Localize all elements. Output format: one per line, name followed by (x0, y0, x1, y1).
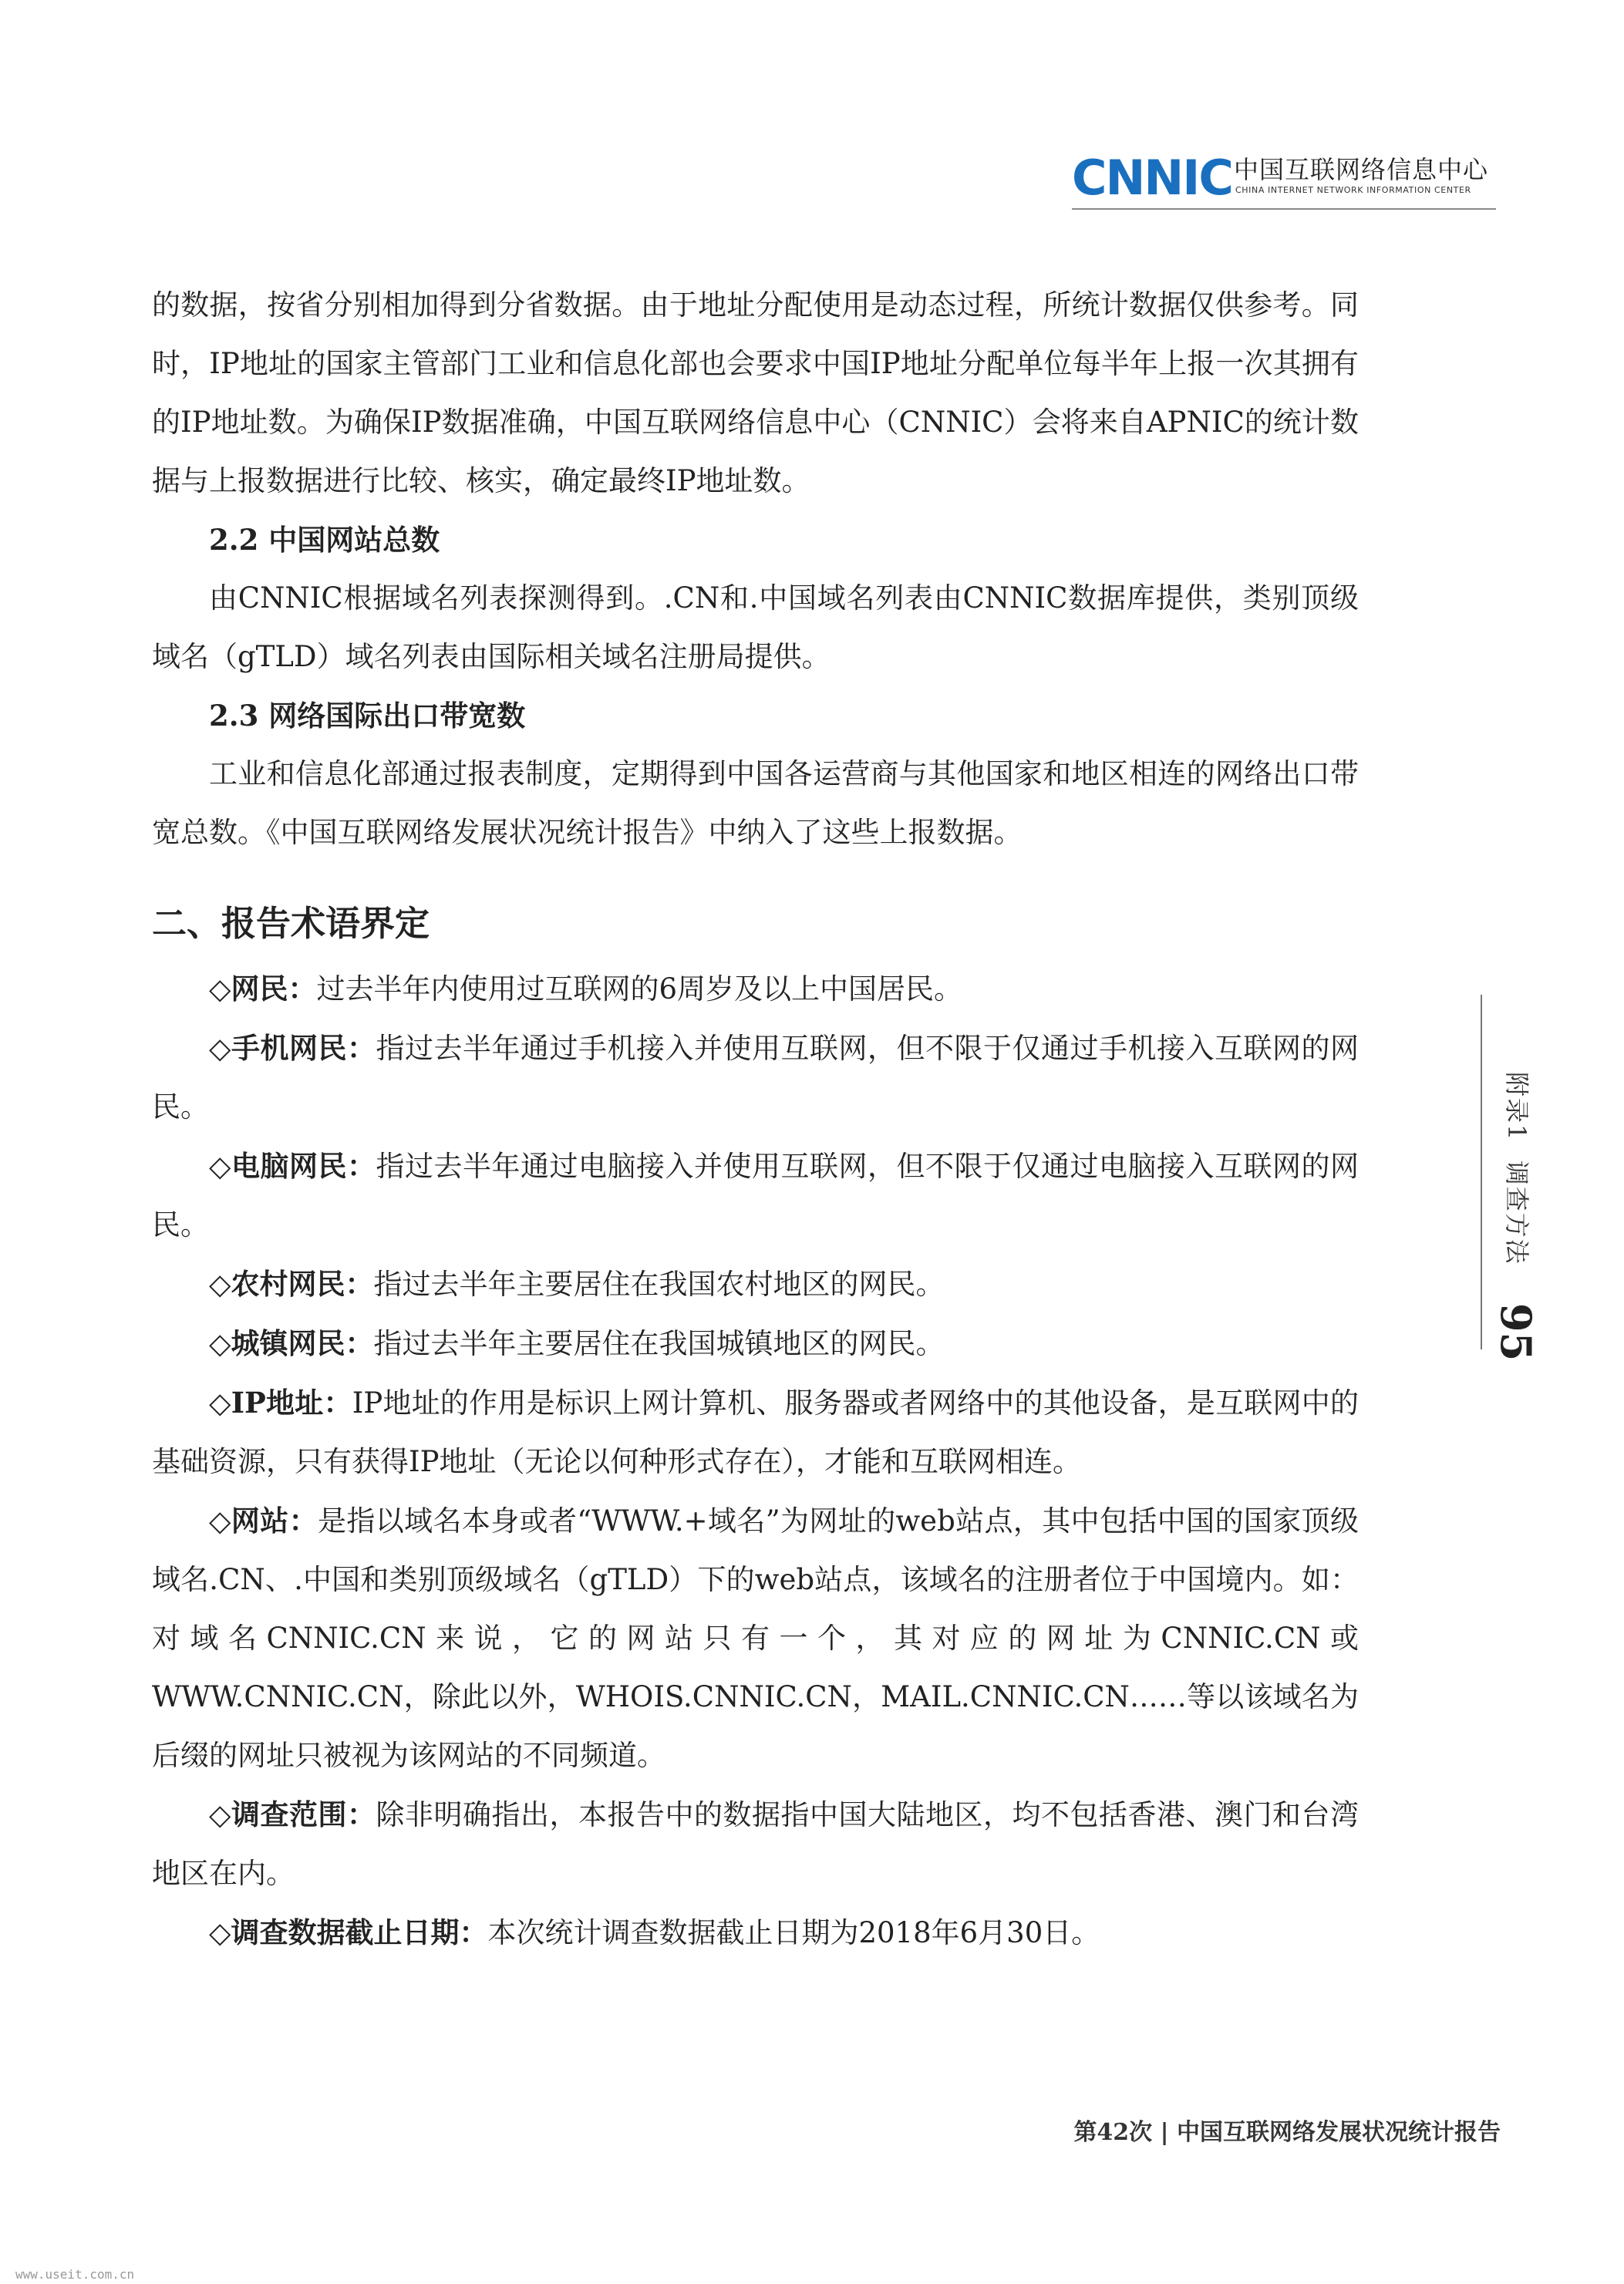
term-label: 农村网民： (231, 1267, 374, 1301)
term-definition: IP地址的作用是标识上网计算机、服务器或者网络中的其他设备，是互联网中的基础资源，只有获得IP地址（无论以何种形式存在），才能和互联网相连。 (152, 1386, 1359, 1478)
side-label (1501, 1072, 1536, 1265)
paragraph-bandwidth: 工业和信息化部通过报表制度，定期得到中国各运营商与其他国家和地区相连的网络出口带宽总数。《中国互联网络发展状况统计报告》中纳入了这些上报数据。 (152, 757, 1359, 849)
paragraph-website-count: 由CNNIC根据域名列表探测得到。.CN和.中国域名列表由CNNIC数据库提供，类别顶级域名（gTLD）域名列表由国际相关域名注册局提供。 (152, 581, 1359, 673)
diamond-icon: ◇ (209, 972, 231, 1006)
side-appendix: 附录1 (1502, 1072, 1531, 1142)
term-item (152, 1255, 1359, 1314)
term-item (152, 1137, 1359, 1255)
term-item (152, 1903, 1359, 1962)
section-heading-terms: 二、报告术语界定 (152, 903, 430, 944)
term-definition: 指过去半年主要居住在我国城镇地区的网民。 (373, 1327, 945, 1360)
page-number: 95 (1491, 1303, 1541, 1362)
subheading-website-count: 2.2 中国网站总数 (209, 523, 440, 557)
side-rule (1481, 995, 1482, 1349)
term-item (152, 1373, 1359, 1491)
footer-report-title: 第42次 | 中国互联网络发展状况统计报告 (1073, 2119, 1501, 2146)
term-definition: 除非明确指出，本报告中的数据指中国大陆地区，均不包括香港、澳门和台湾地区在内。 (152, 1798, 1360, 1890)
term-item (152, 1491, 1359, 1785)
term-item (152, 1785, 1359, 1903)
diamond-icon: ◇ (209, 1916, 231, 1949)
term-label: 手机网民： (231, 1031, 376, 1065)
paragraph-ip-data: 的数据，按省分别相加得到分省数据。由于地址分配使用是动态过程，所统计数据仅供参考。同时，IP地址的国家主管部门工业和信息化部也会要求中国IP地址分配单位每半年上报一次其拥有的IP地址数。为确保IP数据准确，中国互联网络信息中心（CNNIC）会将来自APNIC的统计数据与上报数据进行比较、核实，确定最终IP地址数。 (152, 288, 1359, 497)
term-label: 电脑网民： (231, 1149, 376, 1183)
diamond-icon: ◇ (209, 1032, 231, 1065)
term-definition: 指过去半年主要居住在我国农村地区的网民。 (373, 1268, 945, 1301)
diamond-icon: ◇ (209, 1504, 231, 1538)
page-content (152, 276, 1359, 1962)
term-label: 网站： (231, 1504, 318, 1538)
diamond-icon: ◇ (209, 1268, 231, 1301)
term-definition: 指过去半年通过电脑接入并使用互联网，但不限于仅通过电脑接入互联网的网民。 (152, 1150, 1360, 1241)
term-label: 城镇网民： (231, 1326, 374, 1360)
term-definition: 指过去半年通过手机接入并使用互联网，但不限于仅通过手机接入互联网的网民。 (152, 1032, 1360, 1123)
diamond-icon: ◇ (209, 1327, 231, 1360)
header-rule (1072, 208, 1496, 210)
term-item (152, 1019, 1359, 1137)
term-label: 调查范围： (231, 1797, 376, 1831)
term-definition: 是指以域名本身或者“WWW.+域名”为网址的web站点，其中包括中国的国家顶级域名.CN、.中国和类别顶级域名（gTLD）下的web站点，该域名的注册者位于中国境内。如：对域名CNNIC.CN来说，它的网站只有一个，其对应的网址为CNNIC.CN或WWW.CNNIC.CN，除此以外，WHOIS.CNNIC.CN，MAIL.CNNIC.CN……等以该域名为后缀的网址只被视为该网站的不同频道。 (152, 1504, 1359, 1772)
diamond-icon: ◇ (209, 1150, 231, 1183)
term-definition: 本次统计调查数据截止日期为2018年6月30日。 (487, 1916, 1100, 1949)
subheading-bandwidth: 2.3 网络国际出口带宽数 (209, 699, 526, 733)
watermark: www.useit.com.cn (15, 2267, 135, 2282)
logo-text: CNNIC (1072, 150, 1232, 206)
diamond-icon: ◇ (209, 1386, 231, 1420)
term-item (152, 1314, 1359, 1373)
term-item (152, 959, 1359, 1019)
term-label: 网民： (231, 972, 317, 1006)
side-chapter: 调查方法 (1502, 1160, 1531, 1265)
term-label: 调查数据截止日期： (231, 1915, 488, 1949)
diamond-icon: ◇ (209, 1798, 231, 1831)
org-name-cn: 中国互联网络信息中心 (1234, 155, 1489, 184)
term-definition: 过去半年内使用过互联网的6周岁及以上中国居民。 (316, 972, 963, 1006)
term-label: IP地址： (231, 1386, 352, 1420)
org-name-en: CHINA INTERNET NETWORK INFORMATION CENTER (1235, 185, 1471, 195)
